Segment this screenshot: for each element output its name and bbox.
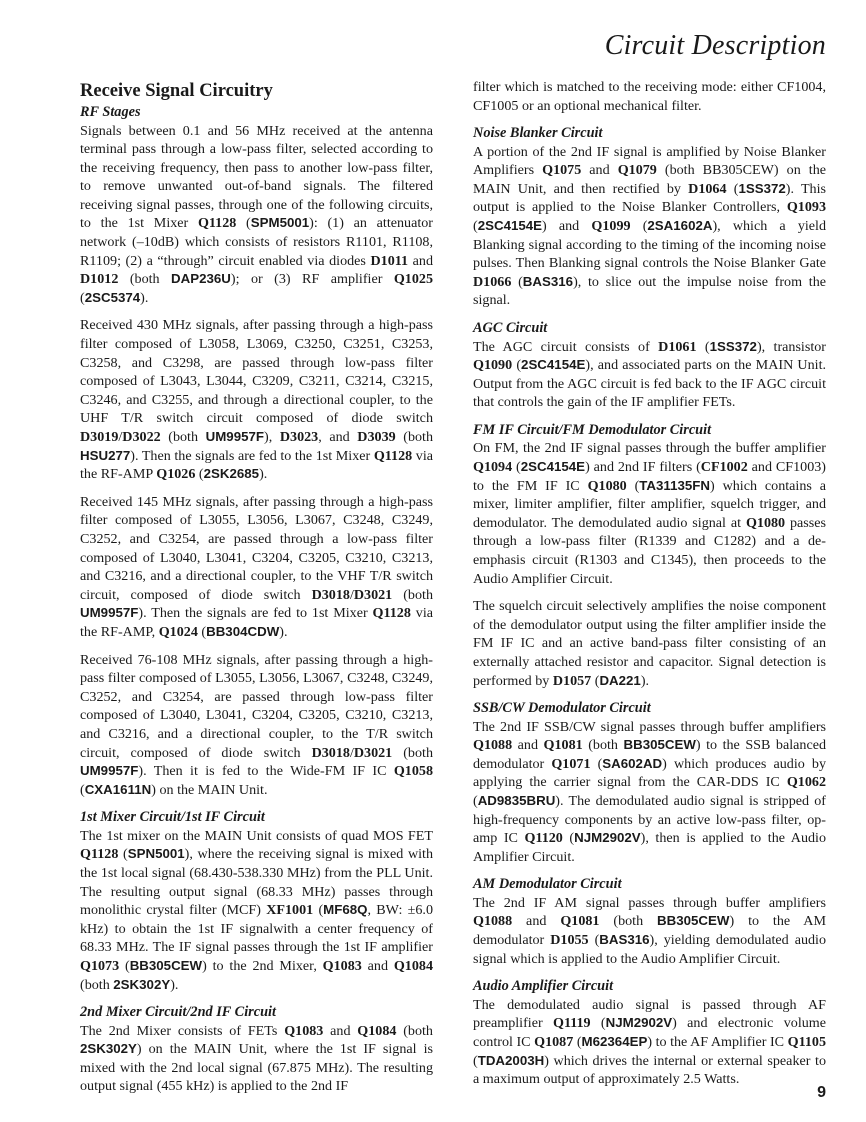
part-designator: D3022 [122,429,161,445]
text-run: ), then is applied to the Audio Amplifier Circuit. [473,830,827,865]
text-run: , and [318,429,358,445]
text-run: ( [80,781,85,798]
text-run: ) which contains a mixer, limiter amplifier, filter amplifier, squelch trigger, and demodulator. The demodulated audio signal at [473,477,827,531]
part-designator: SPM5001 [250,215,310,231]
part-designator: Q1128 [373,447,413,464]
text-run: ). [140,289,149,306]
part-designator: 2SC4154E [477,218,543,234]
part-designator: BB305CEW [657,913,730,929]
part-designator: UM9957F [80,605,139,621]
text-run: (both [396,1022,433,1039]
part-designator: D1064 [688,180,727,197]
part-designator: Q1083 [284,1022,324,1039]
part-designator: M62364EP [581,1033,648,1049]
text-run: ) to the AM demodulator [473,913,826,949]
text-run: ( [236,215,251,232]
part-designator: Q1119 [552,1015,591,1032]
paragraph-if-filter [473,78,826,115]
text-run: ( [591,672,600,689]
part-designator: Q1094 [473,459,513,475]
text-run: ( [562,830,575,847]
part-designator: SPN5001 [127,846,185,862]
text-run: ), to slice out the impulse noise from the signal. [473,273,827,309]
part-designator: Q1090 [473,357,513,374]
text-run: / [349,744,354,761]
text-run: ( [590,1015,606,1032]
part-designator: DA221 [599,672,641,688]
text-run: ( [313,902,324,919]
text-run: ) which drives the internal or external speaker to a maximum output of approximately 2.5 Watts. [473,1052,826,1088]
part-designator: Q1062 [786,774,826,791]
section-title: Receive Signal Circuitry [80,81,273,101]
text-run: ( [626,477,640,494]
part-designator: Q1026 [156,466,196,483]
text-run: ( [195,466,204,483]
text-run: Received 76-108 MHz signals, after passing through a high-pass filter composed of L3055, L3056, L3067, C3248, C3249, C3252, and C3254, are passed through low-pass filter composed of L3040, L3041, C3204, C3205, C3210, C3213, and C3216, and a directional coupler, to the T/R switch circuit, composed of diode switch [80,651,433,761]
part-designator: D1061 [658,338,697,355]
paragraph-agc [473,338,826,412]
text-run: ( [590,755,603,772]
part-designator: D1011 [370,252,409,269]
part-designator: Q1099 [591,218,631,235]
part-designator: Q1075 [542,162,582,179]
text-run: ). Then it is fed to the Wide-FM IF IC [138,763,394,780]
text-run: ) and 2nd IF filters ( [585,459,701,475]
part-designator: BAS316 [599,932,650,948]
part-designator: D3023 [279,429,319,445]
text-run: The 1st mixer on the MAIN Unit consists of quad MOS FET [80,827,433,844]
page-number: 9 [817,1084,826,1101]
text-run: / [118,429,123,445]
left-column [80,78,433,1105]
paragraph-squelch [473,597,826,690]
subheading-2nd-mixer: 2nd Mixer Circuit/2nd IF Circuit [80,1004,276,1021]
text-run: ) to the 2nd Mixer, [202,957,323,974]
paragraph-audio [473,996,826,1089]
subheading-ssb-cw: SSB/CW Demodulator Circuit [473,700,651,717]
part-designator: 2SC5374 [84,289,141,305]
part-designator: TDA2003H [477,1052,545,1068]
text-run: The 2nd IF AM signal passes through buffer amplifiers [473,894,826,911]
text-run: ). [640,672,650,689]
part-designator: NJM2902V [605,1015,673,1031]
text-run: On FM, the 2nd IF signal passes through the buffer amplifier [473,440,826,457]
part-designator: D1066 [473,273,512,290]
part-designator: BB305CEW [623,737,696,753]
part-designator: Q1024 [158,623,198,640]
part-designator: D1055 [550,932,589,949]
part-designator: 2SC4154E [520,459,586,474]
part-designator: TA31135FN [639,477,711,493]
paragraph-rf-wfm [80,651,433,800]
text-run: ( [118,846,128,863]
part-designator: SA602AD [602,755,663,771]
text-run: ). Then the signals are fed to 1st Mixer [138,605,373,622]
part-designator: Q1105 [787,1033,827,1050]
text-run: ( [119,957,130,974]
page-header-title: Circuit Description [604,30,826,61]
text-run: ( [80,289,85,306]
part-designator: CF1002 [700,459,748,475]
text-run: The squelch circuit selectively amplifies the noise component of the demodulator output using the filter amplifier inside the FM IF IC and an active band-pass filter consisting of an externally attached resistor and capacitor. Signal detection is performed by [473,598,826,689]
text-run: (both [160,429,206,445]
part-designator: CXA1611N [84,781,152,797]
part-designator: Q1087 [534,1033,574,1050]
part-designator: Q1079 [617,162,657,179]
text-run: A portion of the 2nd IF signal is amplified by Noise Blanker Amplifiers [473,143,826,179]
text-run: ) and electronic volume control IC [473,1015,826,1050]
part-designator: Q1080 [587,477,627,494]
text-run: Received 145 MHz signals, after passing through a high-pass filter composed of L3055, L3056, L3067, C3248, C3249, C3252, and C3254, are passed through a low-pass filter composed of L3040, L3041, C3204, C3205, C3210, C3213, and C3216, and a directional coupler, to the VHF T/R switch circuit, composed of diode switch [80,493,433,603]
part-designator: 2SK2685 [203,466,260,482]
part-designator: Q1120 [524,830,563,847]
text-run: ( [726,180,739,197]
part-designator: AD9835BRU [477,793,556,808]
text-run: ). [170,976,179,993]
part-designator: 2SC4154E [521,357,586,373]
part-designator: D1012 [80,271,119,288]
paragraph-2nd-mixer [80,1022,433,1096]
text-run: (both [118,271,172,288]
part-designator: BAS316 [522,273,574,289]
part-designator: D3019 [80,429,119,445]
text-run: passes through a low-pass filter (R1339 and C1282) and a de-emphasis circuit (R1303 and C1345), then proceeds to the Audio Amplifier Circuit. [473,514,826,587]
part-designator: Q1128 [197,215,237,232]
text-run: The AGC circuit consists of [473,338,659,355]
part-designator: 2SK302Y [80,1041,137,1057]
text-run: ( [197,623,207,640]
part-designator: Q1083 [322,957,362,974]
part-designator: Q1088 [473,737,513,754]
paragraph-am [473,894,826,968]
paragraph-rf-430 [80,316,433,483]
text-run: ) on the MAIN Unit. [151,781,268,798]
part-designator: Q1081 [560,913,600,930]
text-run: and [361,957,394,974]
text-run: ), transistor [756,338,826,355]
right-column [473,78,826,1098]
part-designator: Q1080 [745,514,786,531]
part-designator: 1SS372 [738,180,786,196]
text-run: (both [392,744,433,761]
text-run: via the RF-AMP [80,447,434,483]
text-run: ) on the MAIN Unit, where the 1st IF signal is mixed with the 2nd local signal (67.875 MHz). The resulting output signal (455 kHz) is applied to the 2nd IF [80,1041,433,1095]
text-run: ) which produces audio by applying the carrier signal from the CAR-DDS IC [473,755,826,791]
text-run: ( [511,273,523,290]
part-designator: D1057 [552,672,592,689]
text-run: filter which is matched to the receiving mode: either CF1004, CF1005 or an optional mechanical filter. [473,79,826,114]
text-run: , BW: ±6.0 kHz) to obtain the 1st IF signalwith a center frequency of 68.33 MHz. The IF signal passes through the 1st IF amplifier [80,902,433,956]
subheading-am: AM Demodulator Circuit [473,876,622,893]
part-designator: Q1128 [372,605,411,622]
text-run: (both [80,976,114,993]
part-designator: UM9957F [205,429,265,444]
part-designator: 2SA1602A [647,218,713,234]
text-run: ( [588,932,600,949]
part-designator: BB305CEW [129,957,203,973]
subheading-fm-if: FM IF Circuit/FM Demodulator Circuit [473,421,712,438]
paragraph-ssb-cw [473,718,826,867]
part-designator: UM9957F [80,763,139,779]
text-run: ), and associated parts on the MAIN Unit. Output from the AGC circuit is fed back to the IF AGC circuit that controls the gain of the IF amplifier FETs. [473,357,827,411]
subheading-rf-stages: RF Stages [80,104,141,120]
subheading-1st-mixer: 1st Mixer Circuit/1st IF Circuit [80,809,265,826]
text-run: and [323,1022,358,1039]
text-run: ( [473,1052,478,1069]
text-run: (both [392,586,433,603]
paragraph-noise-blanker [473,143,826,310]
text-run: The 2nd IF SSB/CW signal passes through buffer amplifiers [473,718,826,735]
text-run: and [512,737,544,754]
paragraph-1st-mixer [80,827,433,994]
text-run: ). [279,623,288,640]
subheading-noise-blanker: Noise Blanker Circuit [473,125,603,142]
part-designator: Q1058 [393,763,433,780]
part-designator: Q1093 [786,199,826,216]
text-run: and [581,162,618,179]
subheading-agc: AGC Circuit [473,320,548,337]
text-run: The demodulated audio signal is passed through AF preamplifier [473,996,826,1032]
part-designator: Q1084 [393,957,433,974]
paragraph-rf-hf [80,122,433,308]
paragraph-fm-if [473,439,826,588]
part-designator: D3018 [311,744,350,761]
text-run: / [349,586,354,603]
text-run: ( [512,459,521,475]
part-designator: XF1001 [266,902,314,919]
text-run: ( [473,218,478,235]
text-run: ), where the receiving signal is mixed with the 1st local signal (68.430-538.330 MHz) from the PLL Unit. The resulting output signal (68.33 MHz) passes through monolithic crystal filter (MCF) [80,846,434,919]
part-designator: NJM2902V [574,830,641,846]
subheading-audio: Audio Amplifier Circuit [473,978,614,995]
text-run: ( [512,357,522,374]
text-run: ) to the AF Amplifier IC [647,1033,788,1050]
text-run: and CF1003) to the FM IF IC [473,459,827,494]
part-designator: D3021 [353,586,393,603]
text-run: and [408,252,434,269]
text-run: Received 430 MHz signals, after passing through a high-pass filter composed of L3058, L3069, C3250, C3251, C3253, C3258, and C3298, are passed through low-pass filter composed of L3043, L3044, C3209, C3211, C3214, C3215, C3246, and C3255, and through a directional coupler, to the UHF T/R switch circuit composed of diode switch [80,317,433,427]
part-designator: Q1025 [393,271,433,288]
part-designator: HSU277 [80,447,131,463]
text-run: (both BB305CEW) on the MAIN Unit, and then rectified by [473,162,826,197]
text-run: ( [573,1033,582,1050]
part-designator: Q1088 [473,913,513,930]
text-run: ), yielding demodulated audio signal which is applied to the Audio Amplifier Circuit. [473,932,826,967]
text-run: ); or (3) RF amplifier [230,271,394,288]
text-run: ( [473,793,478,809]
part-designator: MF68Q [323,902,368,918]
part-designator: Q1081 [543,737,583,754]
text-run: The 2nd Mixer consists of FETs [80,1022,285,1039]
part-designator: D3039 [357,429,396,445]
part-designator: D3021 [353,744,393,761]
part-designator: Q1084 [357,1022,397,1039]
text-run: ): (1) an attenuator network (–10dB) which consists of resistors R1101, R1108, R1109; (2) a “through” circuit enabled via diodes [80,215,434,269]
part-designator: DAP236U [171,271,231,287]
text-run: ) and [542,218,592,235]
text-run: ), [264,429,280,445]
part-designator: Q1128 [80,846,119,863]
text-run: and [512,913,561,930]
text-run: via the RF-AMP, [80,605,433,640]
part-designator: D3018 [311,586,350,603]
text-run: ) to the SSB balanced demodulator [473,737,826,772]
part-designator: 1SS372 [709,338,757,354]
text-run: ). [259,466,268,483]
text-run: ). Then the signals are fed to the 1st Mixer [130,447,374,464]
part-designator: 2SK302Y [113,976,171,992]
text-run: (both [395,429,434,445]
text-run: Signals between 0.1 and 56 MHz received at the antenna terminal pass through a low-pass filter, selected according to the receiving frequency, then pass to another low-pass filter, to remove unwanted out-of-band signals. The filtered receiving signal passes, through one of the following circuits, to the 1st Mixer [80,122,433,232]
part-designator: Q1071 [551,755,591,772]
paragraph-rf-145 [80,493,433,642]
text-run: ( [630,218,648,235]
text-run: (both [582,737,624,754]
text-run: ), which a yield Blanking signal according to the timing of the incoming noise pulses. Then Blanking signal controls the Noise Blanker Gate [473,218,827,272]
text-run: ). This output is applied to the Noise Blanker Controllers, [473,180,827,216]
text-run: (both [599,913,658,930]
part-designator: BB304CDW [206,623,280,639]
text-run: ( [696,338,710,355]
text-run: ). The demodulated audio signal is stripped of high-frequency components by an active low-pass filter, op-amp IC [473,793,826,847]
part-designator: Q1073 [80,957,120,974]
